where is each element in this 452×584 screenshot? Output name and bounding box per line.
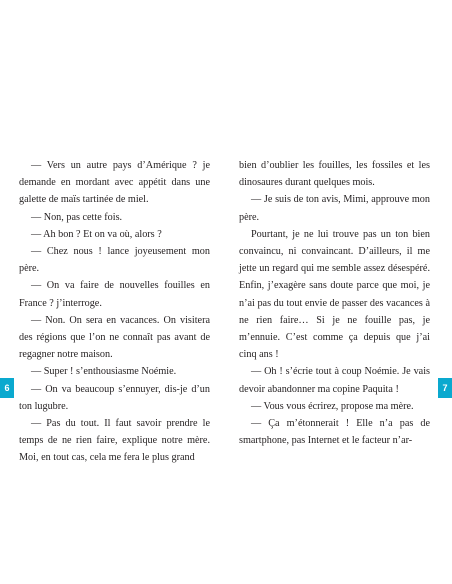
paragraph-continuation: bien d’oublier les fouilles, les fossiles et les dinosaures durant quelques mois. bbox=[239, 160, 430, 189]
left-page-text bbox=[19, 157, 210, 467]
paragraph: — Vers un autre pays d’Amérique ? je demande en mordant avec appétit dans une galette de maïs tartinée de miel. bbox=[19, 160, 210, 206]
paragraph: — Je suis de ton avis, Mimi, approuve mon père. bbox=[239, 194, 430, 223]
page-number-right: 7 bbox=[438, 378, 452, 398]
paragraph: — On va beaucoup s’ennuyer, dis-je d’un ton lugubre. bbox=[19, 383, 210, 412]
paragraph: — Non, pas cette fois. bbox=[31, 211, 123, 223]
paragraph: — Super ! s’enthousiasme Noémie. bbox=[31, 366, 177, 378]
right-page-text bbox=[239, 157, 430, 449]
paragraph: — Vous vous écrirez, propose ma mère. bbox=[251, 400, 414, 412]
paragraph: — Pas du tout. Il faut savoir prendre le temps de ne rien faire, explique notre mère. Moi, en tout cas, cela me fera le plus grand bbox=[19, 418, 210, 464]
paragraph: — Ah bon ? Et on va où, alors ? bbox=[31, 228, 162, 240]
page-number-left: 6 bbox=[0, 378, 14, 398]
paragraph: — Non. On sera en vacances. On visitera des régions que l’on ne connaît pas avant de regagner notre maison. bbox=[19, 314, 210, 361]
paragraph: — On va faire de nouvelles fouilles en France ? j’interroge. bbox=[19, 280, 210, 309]
paragraph: — Oh ! s’écrie tout à coup Noémie. Je vais devoir abandonner ma copine Paquita ! bbox=[239, 366, 430, 395]
paragraph: — Chez nous ! lance joyeusement mon père. bbox=[19, 246, 210, 275]
paragraph: Pourtant, je ne lui trouve pas un ton bien convaincu, ni convaincant. D’ailleurs, il me jette un regard qui me semble assez désespéré. Enfin, j’exagère sans doute parce que moi, je n’ai pas du tout envie de passer des vacances à ne rien faire… Si je ne fouille pas, je m’ennuie. C’est comme ça depuis que j’ai cinq ans ! bbox=[239, 228, 430, 361]
paragraph: — Ça m’étonnerait ! Elle n’a pas de smartphone, pas Internet et le facteur n’ar- bbox=[239, 418, 430, 447]
